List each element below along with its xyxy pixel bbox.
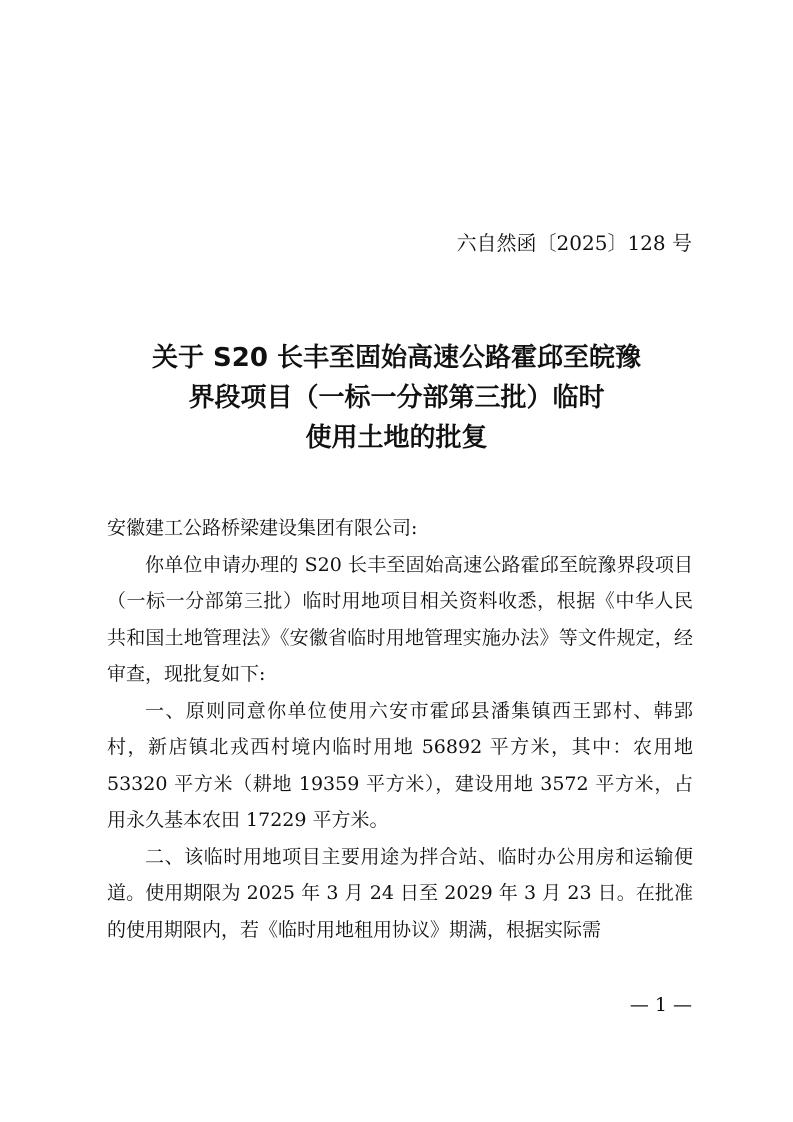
title-line-2: 界段项目（一标一分部第三批）临时 [188, 383, 605, 413]
document-body [107, 510, 693, 948]
paragraph-item-1: 一、原则同意你单位使用六安市霍邱县潘集镇西王郢村、韩郢村，新店镇北戎西村境内临时用地 56892 平方米，其中：农用地 53320 平方米（耕地 19359 平方米），建设用地 3572 平方米，占用永久基本农田 17229 平方米。 [107, 699, 693, 831]
document-number: 六自然函〔2025〕128 号 [456, 231, 692, 255]
paragraph-item-2: 二、该临时用地项目主要用途为拌合站、临时办公用房和运输便道。使用期限为 2025 年 3 月 24 日至 2029 年 3 月 23 日。在批准的使用期限内，若《临时用地租用协议》期满，根据实际需 [107, 845, 693, 941]
paragraph-intro: 你单位申请办理的 S20 长丰至固始高速公路霍邱至皖豫界段项目（一标一分部第三批）临时用地项目相关资料收悉，根据《中华人民共和国土地管理法》《安徽省临时用地管理实施办法》等文件规定，经审查，现批复如下: [107, 553, 693, 685]
salutation: 安徽建工公路桥梁建设集团有限公司: [107, 517, 418, 539]
document-title [0, 338, 793, 458]
page-number: — 1 — [629, 994, 692, 1016]
title-line-3: 使用土地的批复 [305, 423, 488, 453]
title-line-1: 关于 S20 长丰至固始高速公路霍邱至皖豫 [151, 343, 641, 373]
